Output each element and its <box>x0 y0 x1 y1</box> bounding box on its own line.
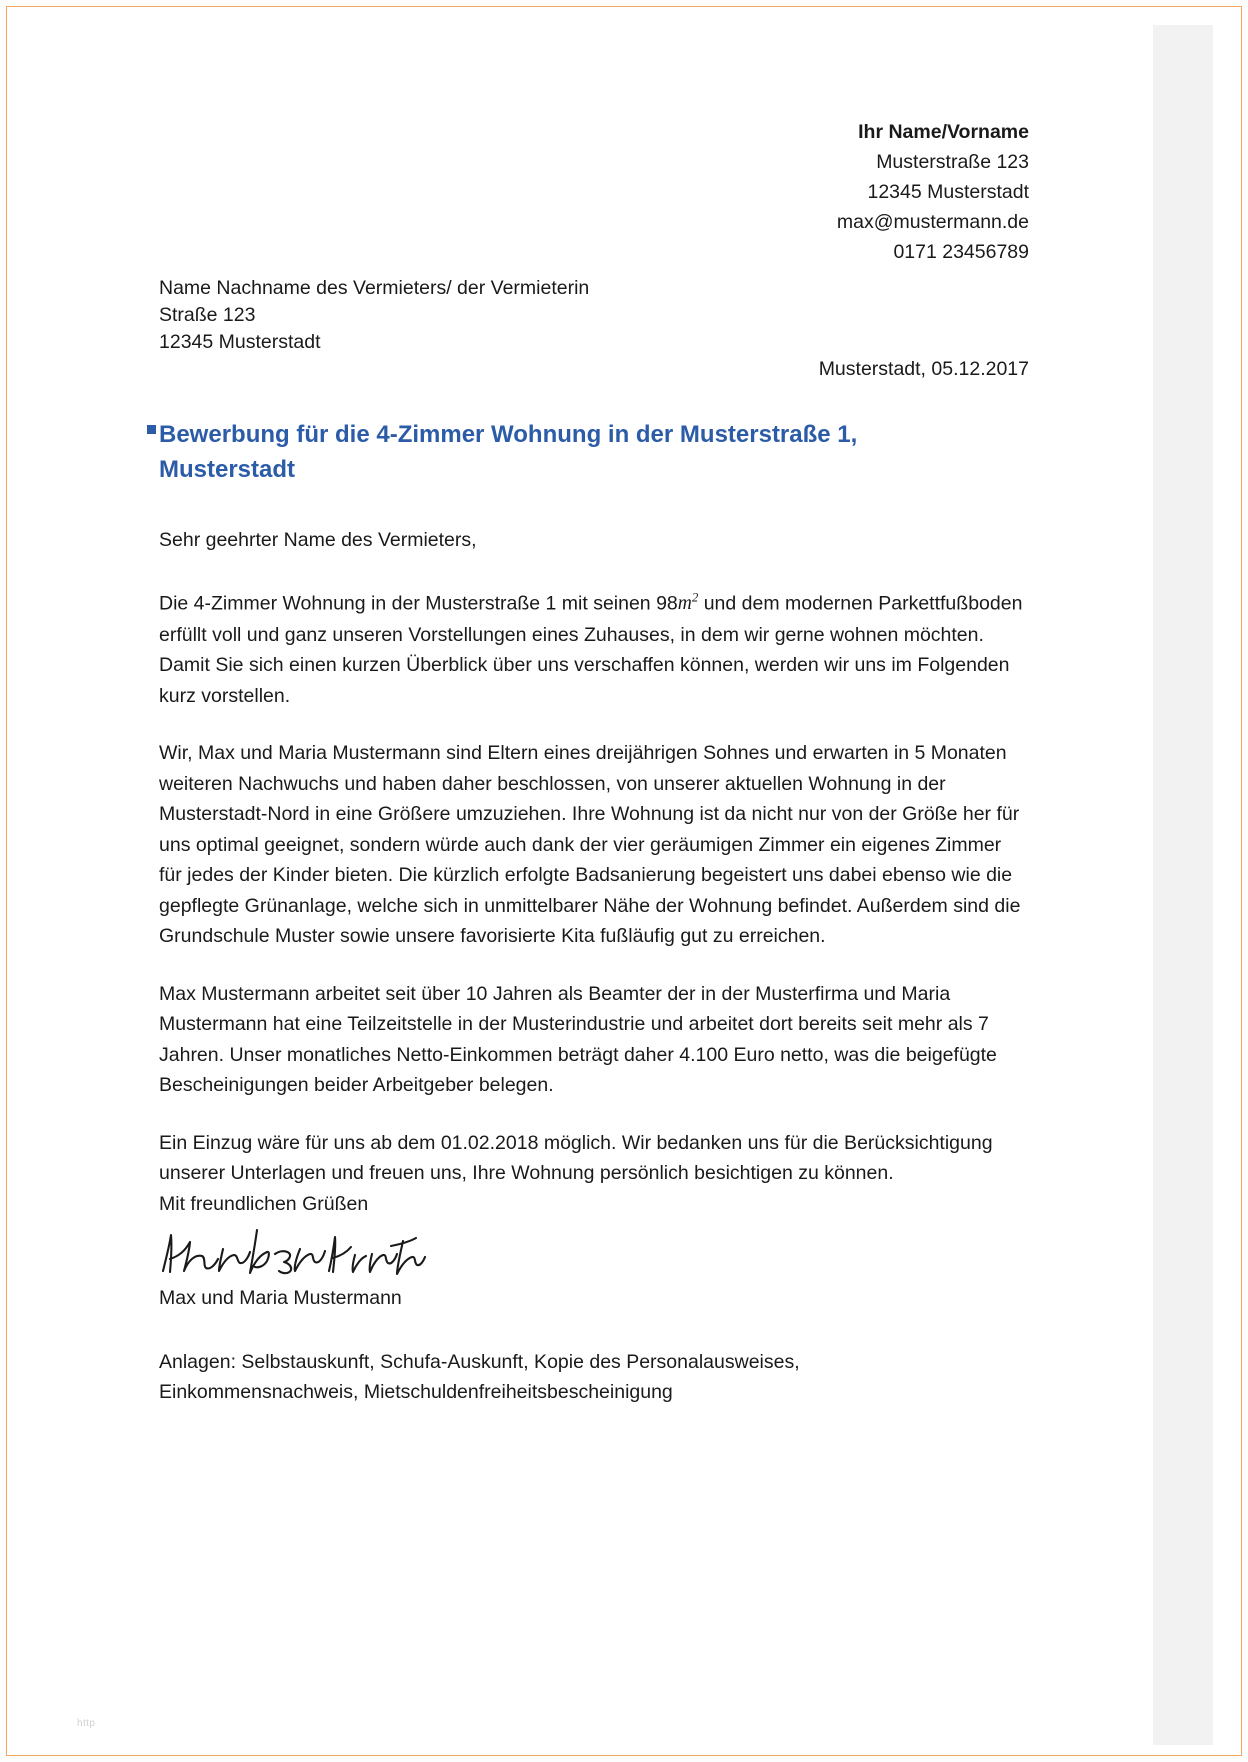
square-bullet-icon <box>147 425 156 434</box>
place-and-date: Musterstadt, 05.12.2017 <box>818 358 1029 380</box>
sender-city: 12345 Musterstadt <box>867 181 1029 203</box>
recipient-line-2: Straße 123 <box>159 304 256 326</box>
subject-text: Bewerbung für die 4-Zimmer Wohnung in der Musterstraße 1, Musterstadt <box>159 421 858 483</box>
attachments-line-2: Einkommensnachweis, Mietschuldenfreiheitsbescheinigung <box>159 1381 673 1403</box>
paragraph-4: Ein Einzug wäre für uns ab dem 01.02.2018 möglich. Wir bedanken uns für die Berücksichtigung unserer Unterlagen und freuen uns, Ihre Wohnung persönlich besichtigen zu können. <box>159 1131 993 1184</box>
subject-line <box>159 417 959 487</box>
recipient-line-1: Name Nachname des Vermieters/ der Vermieterin <box>159 277 590 299</box>
letter-document <box>37 25 1153 1745</box>
recipient-line-3: 12345 Musterstadt <box>159 331 321 353</box>
watermark-text: http <box>77 1718 96 1729</box>
sender-phone: 0171 23456789 <box>893 241 1029 263</box>
handwritten-signature-icon <box>157 1225 427 1287</box>
attachments-line-1: Anlagen: Selbstauskunft, Schufa-Auskunft, Kopie des Personalausweises, <box>159 1351 800 1373</box>
paragraph-1 <box>159 583 1024 712</box>
letter-body <box>159 525 1024 1407</box>
sender-email: max@mustermann.de <box>836 211 1029 233</box>
sender-address-block <box>837 117 1029 267</box>
page-frame <box>6 6 1242 1756</box>
signer-name: Max und Maria Mustermann <box>159 1287 402 1309</box>
sender-street: Musterstraße 123 <box>876 151 1029 173</box>
paragraph-1-part-a: Die 4-Zimmer Wohnung in der Musterstraße 1 mit seinen 98 <box>159 592 678 614</box>
paper-sheet <box>37 25 1213 1745</box>
recipient-address-block <box>159 275 589 356</box>
area-unit <box>677 590 699 614</box>
attachments-block <box>159 1347 1024 1407</box>
signature-block <box>159 1225 1024 1313</box>
area-unit-exponent: 2 <box>691 590 699 605</box>
sender-name: Ihr Name/Vorname <box>858 121 1029 143</box>
paragraph-2: Wir, Max und Maria Mustermann sind Eltern eines dreijährigen Sohnes und erwarten in 5 Monaten weiteren Nachwuchs und haben daher beschlossen, von unserer aktuellen Wohnung in der Musterstadt-Nord in eine Größere umzuziehen. Ihre Wohnung ist da nicht nur von der Größe her für uns optimal geeignet, sondern würde auch dank der vier geräumigen Zimmer ein eigenes Zimmer für jedes der Kinder bieten. Die kürzlich erfolgte Badsanierung begeistert uns dabei ebenso wie die gepflegte Grünanlage, welche sich in unmittelbarer Nähe der Wohnung befindet. Außerdem sind die Grundschule Muster sowie unsere favorisierte Kita fußläufig gut zu erreichen. <box>159 742 1021 947</box>
paragraph-3: Max Mustermann arbeitet seit über 10 Jahren als Beamter der in der Musterfirma und Maria Mustermann hat eine Teilzeitstelle in der Musterindustrie und arbeitet dort bereits seit mehr als 7 Jahren. Unser monatliches Netto-Einkommen beträgt daher 4.100 Euro netto, was die beigefügte Bescheinigungen beider Arbeitgeber belegen. <box>159 982 997 1096</box>
area-unit-letter: m <box>677 593 692 614</box>
paragraph-1-part-b: und dem modernen Parkettfußboden erfüllt voll und ganz unseren Vorstellungen eines Zuhauses, in dem wir gerne wohnen möchten. Damit Sie sich einen kurzen Überblick über uns verschaffen können, werden wir uns im Folgenden kurz vorstellen. <box>159 592 1023 707</box>
closing-phrase: Mit freundlichen Grüßen <box>159 1192 369 1215</box>
salutation: Sehr geehrter Name des Vermieters, <box>159 529 477 551</box>
